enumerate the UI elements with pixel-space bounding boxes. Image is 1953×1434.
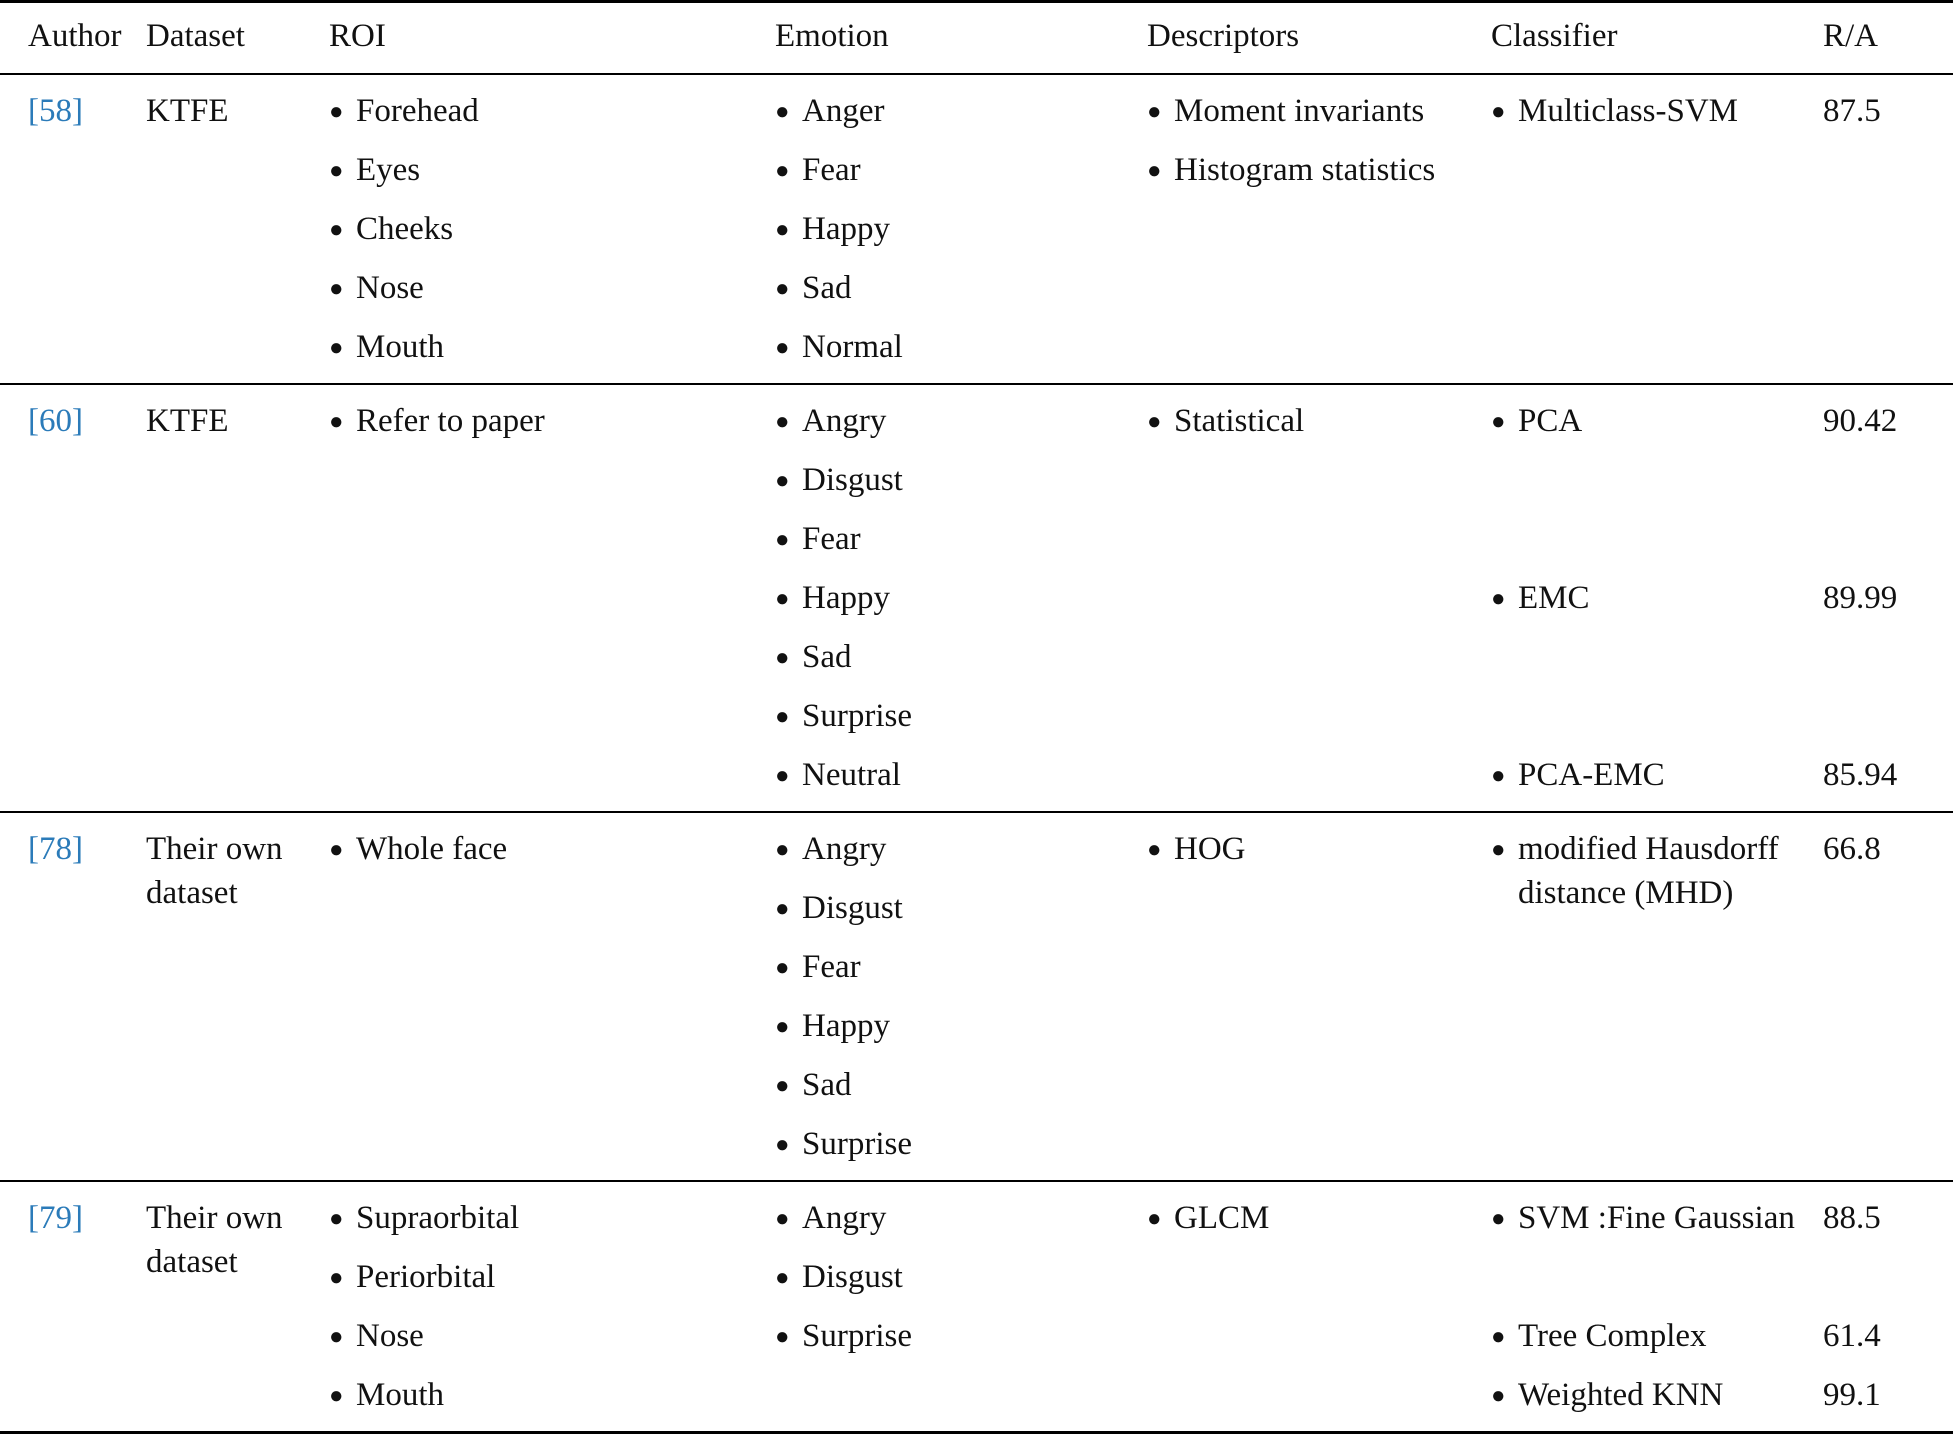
bullet-icon: ● — [775, 837, 790, 863]
emotion-item-text: Surprise — [802, 1126, 912, 1162]
classifier-item — [1491, 1373, 1723, 1417]
author-ref-link[interactable] — [28, 1196, 83, 1240]
bullet-icon: ● — [775, 1073, 790, 1099]
descriptor-item — [1147, 148, 1435, 192]
bullet-icon: ● — [1491, 1324, 1506, 1350]
emotion-item — [775, 753, 901, 797]
classifier-item-text: Weighted KNN — [1518, 1377, 1724, 1413]
emotion-item-text: Sad — [802, 639, 852, 675]
classifier-item — [1491, 89, 1738, 133]
roi-item-text: Nose — [356, 270, 424, 306]
ra-value-text: 99.1 — [1823, 1377, 1881, 1413]
bullet-icon: ● — [329, 1206, 344, 1232]
dataset-cell — [146, 1240, 238, 1284]
emotion-item — [775, 325, 903, 369]
classifier-item — [1491, 576, 1590, 620]
ref-bracket-close: ] — [72, 831, 83, 867]
roi-item — [329, 266, 424, 310]
emotion-item — [775, 886, 903, 930]
classifier-item — [1491, 399, 1582, 443]
ra-value-text: 87.5 — [1823, 93, 1881, 129]
ref-bracket-open: [ — [28, 1200, 39, 1236]
ra-value — [1823, 399, 1897, 443]
bullet-icon: ● — [775, 217, 790, 243]
bullet-icon: ● — [329, 158, 344, 184]
bullet-icon: ● — [1147, 409, 1162, 435]
dataset-cell — [146, 827, 283, 871]
bullet-icon: ● — [775, 1132, 790, 1158]
emotion-item — [775, 694, 912, 738]
emotion-item — [775, 207, 890, 251]
bullet-icon: ● — [775, 468, 790, 494]
header-ra: R/A — [1823, 18, 1879, 54]
ra-value — [1823, 89, 1881, 133]
ra-value — [1823, 753, 1897, 797]
classifier-item-text: distance (MHD) — [1518, 875, 1734, 911]
roi-item-text: Forehead — [356, 93, 479, 129]
emotion-item — [775, 1255, 903, 1299]
roi-item — [329, 325, 444, 369]
author-ref-link[interactable] — [28, 827, 83, 871]
emotion-item-text: Fear — [802, 949, 861, 985]
emotion-item — [775, 635, 852, 679]
descriptor-item-text: Histogram statistics — [1174, 152, 1436, 188]
descriptor-item-text: HOG — [1174, 831, 1246, 867]
emotion-item-text: Happy — [802, 211, 890, 247]
bullet-icon: ● — [1147, 99, 1162, 125]
header-author: Author — [28, 18, 122, 54]
dataset-cell-text: KTFE — [146, 93, 229, 129]
roi-item-text: Refer to paper — [356, 403, 545, 439]
header-rule — [0, 73, 1953, 75]
bullet-icon: ● — [1491, 409, 1506, 435]
emotion-item — [775, 399, 886, 443]
emotion-item-text: Disgust — [802, 890, 903, 926]
emotion-item-text: Sad — [802, 270, 852, 306]
header-classifier: Classifier — [1491, 18, 1618, 54]
bullet-icon: ● — [775, 335, 790, 361]
top-rule — [0, 0, 1953, 3]
classifier-item-text: modified Hausdorff — [1518, 831, 1779, 867]
ref-bracket-open: [ — [28, 93, 39, 129]
emotion-item-text: Normal — [802, 329, 903, 365]
bullet-icon: ● — [329, 1383, 344, 1409]
author-ref-link[interactable] — [28, 89, 83, 133]
bullet-icon: ● — [1147, 837, 1162, 863]
bullet-icon: ● — [1491, 1206, 1506, 1232]
emotion-item — [775, 89, 884, 133]
roi-item-text: Whole face — [356, 831, 508, 867]
header-descriptors: Descriptors — [1147, 18, 1300, 54]
bullet-icon: ● — [775, 1206, 790, 1232]
bullet-icon: ● — [775, 158, 790, 184]
emotion-item — [775, 266, 852, 310]
ra-value — [1823, 1373, 1881, 1417]
row-divider — [0, 1180, 1953, 1182]
ra-value — [1823, 576, 1897, 620]
row-divider — [0, 383, 1953, 385]
dataset-cell — [146, 1196, 283, 1240]
dataset-cell-text: dataset — [146, 875, 238, 911]
emotion-item-text: Sad — [802, 1067, 852, 1103]
bullet-icon: ● — [775, 896, 790, 922]
header-roi: ROI — [329, 18, 386, 54]
emotion-item-text: Happy — [802, 1008, 890, 1044]
emotion-item — [775, 517, 861, 561]
emotion-item-text: Anger — [802, 93, 885, 129]
ra-value — [1823, 827, 1881, 871]
bullet-icon: ● — [1491, 99, 1506, 125]
roi-item — [329, 1255, 495, 1299]
bullet-icon: ● — [775, 276, 790, 302]
roi-item — [329, 1373, 444, 1417]
descriptor-item-text: Moment invariants — [1174, 93, 1425, 129]
bullet-icon: ● — [1491, 1383, 1506, 1409]
bullet-icon: ● — [775, 409, 790, 435]
dataset-cell-text: Their own — [146, 831, 283, 867]
roi-item — [329, 89, 479, 133]
ref-bracket-close: ] — [72, 1200, 83, 1236]
bullet-icon: ● — [1491, 763, 1506, 789]
ref-bracket-open: [ — [28, 831, 39, 867]
ref-bracket-close: ] — [72, 93, 83, 129]
roi-item — [329, 1314, 424, 1358]
roi-item-text: Mouth — [356, 329, 445, 365]
bullet-icon: ● — [775, 99, 790, 125]
bullet-icon: ● — [775, 586, 790, 612]
bullet-icon: ● — [329, 1324, 344, 1350]
dataset-cell-text: KTFE — [146, 403, 229, 439]
ra-value — [1823, 1314, 1881, 1358]
roi-item — [329, 207, 453, 251]
emotion-item — [775, 827, 886, 871]
emotion-item — [775, 576, 890, 620]
roi-item-text: Nose — [356, 1318, 424, 1354]
emotion-item-text: Disgust — [802, 1259, 903, 1295]
ref-bracket-open: [ — [28, 403, 39, 439]
bullet-icon: ● — [775, 955, 790, 981]
emotion-item-text: Neutral — [802, 757, 901, 793]
ra-value-text: 90.42 — [1823, 403, 1898, 439]
roi-item — [329, 1196, 519, 1240]
bullet-icon: ● — [1147, 158, 1162, 184]
bullet-icon: ● — [775, 645, 790, 671]
emotion-item-text: Surprise — [802, 698, 912, 734]
header-dataset: Dataset — [146, 18, 245, 54]
emotion-item-text: Surprise — [802, 1318, 912, 1354]
ref-number: 79 — [39, 1200, 72, 1236]
classifier-item-text: Tree Complex — [1518, 1318, 1707, 1354]
bullet-icon: ● — [775, 527, 790, 553]
descriptor-item — [1147, 89, 1424, 133]
classifier-item-text: PCA — [1518, 403, 1583, 439]
ra-value-text: 66.8 — [1823, 831, 1881, 867]
ra-value-text: 88.5 — [1823, 1200, 1881, 1236]
bullet-icon: ● — [329, 276, 344, 302]
classifier-item-text: PCA-EMC — [1518, 757, 1665, 793]
ref-number: 58 — [39, 93, 72, 129]
classifier-item — [1491, 827, 1779, 871]
emotion-item — [775, 1122, 912, 1166]
ra-value-text: 85.94 — [1823, 757, 1898, 793]
emotion-item-text: Happy — [802, 580, 890, 616]
emotion-item — [775, 1004, 890, 1048]
bullet-icon: ● — [329, 335, 344, 361]
ra-value — [1823, 1196, 1881, 1240]
roi-item-text: Supraorbital — [356, 1200, 520, 1236]
ref-number: 78 — [39, 831, 72, 867]
emotion-item-text: Angry — [802, 403, 887, 439]
roi-item-text: Eyes — [356, 152, 421, 188]
bullet-icon: ● — [775, 763, 790, 789]
ra-value-text: 61.4 — [1823, 1318, 1881, 1354]
ref-bracket-close: ] — [72, 403, 83, 439]
descriptor-item — [1147, 1196, 1269, 1240]
bullet-icon: ● — [775, 1324, 790, 1350]
emotion-item-text: Angry — [802, 831, 887, 867]
ref-number: 60 — [39, 403, 72, 439]
bullet-icon: ● — [775, 1265, 790, 1291]
descriptor-item — [1147, 827, 1246, 871]
classifier-item — [1491, 1196, 1795, 1240]
classifier-item — [1491, 1314, 1707, 1358]
classifier-item — [1491, 753, 1665, 797]
dataset-cell — [146, 399, 229, 443]
bullet-icon: ● — [1491, 837, 1506, 863]
bullet-icon: ● — [329, 409, 344, 435]
descriptor-item — [1147, 399, 1304, 443]
dataset-cell-text: Their own — [146, 1200, 283, 1236]
bullet-icon: ● — [1147, 1206, 1162, 1232]
ra-value-text: 89.99 — [1823, 580, 1898, 616]
bullet-icon: ● — [329, 99, 344, 125]
classifier-item — [1518, 871, 1733, 915]
emotion-item-text: Disgust — [802, 462, 903, 498]
bullet-icon: ● — [1491, 586, 1506, 612]
header-emotion: Emotion — [775, 18, 889, 54]
bullet-icon: ● — [329, 837, 344, 863]
classifier-item-text: Multiclass-SVM — [1518, 93, 1739, 129]
emotion-item — [775, 945, 861, 989]
roi-item-text: Mouth — [356, 1377, 445, 1413]
emotion-item — [775, 1063, 852, 1107]
roi-item — [329, 827, 507, 871]
classifier-item-text: SVM :Fine Gaussian — [1518, 1200, 1795, 1236]
roi-item-text: Cheeks — [356, 211, 454, 247]
bullet-icon: ● — [329, 217, 344, 243]
emotion-item — [775, 1314, 912, 1358]
roi-item-text: Periorbital — [356, 1259, 496, 1295]
descriptor-item-text: Statistical — [1174, 403, 1305, 439]
bullet-icon: ● — [329, 1265, 344, 1291]
dataset-cell-text: dataset — [146, 1244, 238, 1280]
emotion-item — [775, 458, 903, 502]
emotion-item — [775, 148, 861, 192]
descriptor-item-text: GLCM — [1174, 1200, 1270, 1236]
emotion-item — [775, 1196, 886, 1240]
dataset-cell — [146, 89, 229, 133]
bullet-icon: ● — [775, 704, 790, 730]
dataset-cell — [146, 871, 238, 915]
emotion-item-text: Fear — [802, 521, 861, 557]
author-ref-link[interactable] — [28, 399, 83, 443]
row-divider — [0, 811, 1953, 813]
roi-item — [329, 399, 545, 443]
emotion-item-text: Fear — [802, 152, 861, 188]
bullet-icon: ● — [775, 1014, 790, 1040]
classifier-item-text: EMC — [1518, 580, 1590, 616]
emotion-item-text: Angry — [802, 1200, 887, 1236]
roi-item — [329, 148, 420, 192]
